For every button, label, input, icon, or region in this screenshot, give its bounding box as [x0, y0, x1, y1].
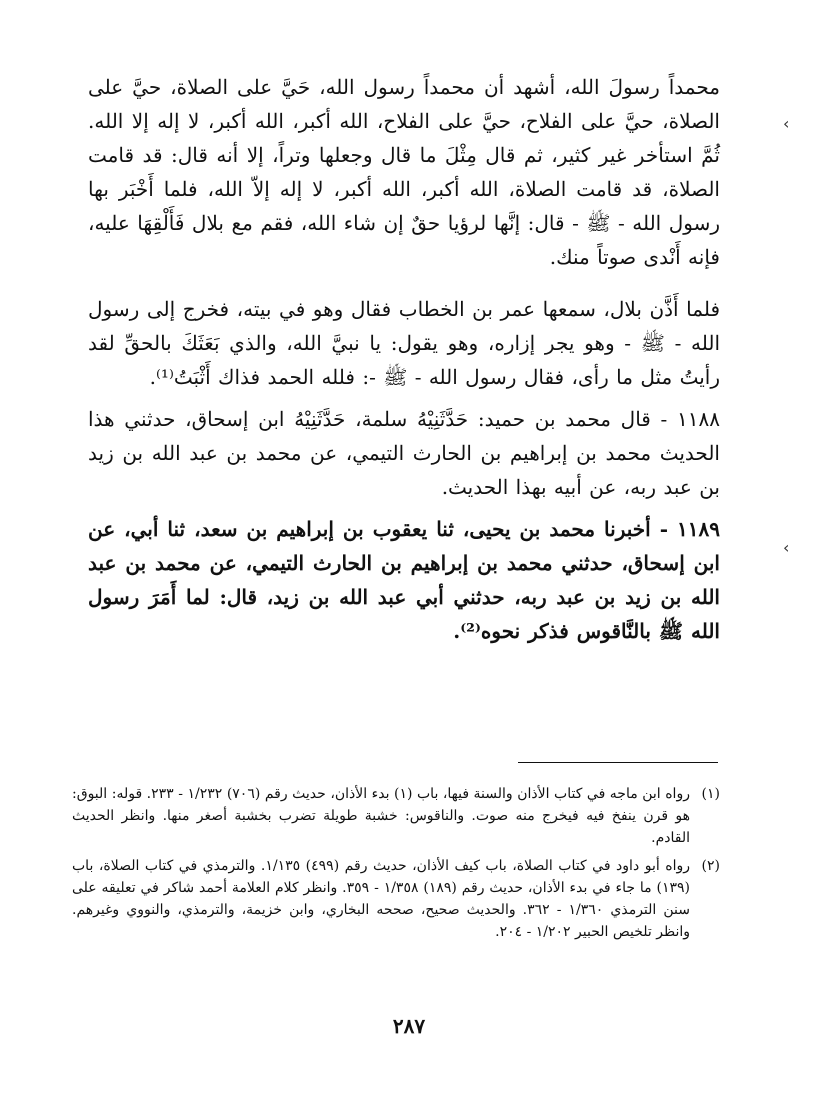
footnote-number: (١) — [701, 786, 720, 802]
footnote-separator — [518, 762, 718, 763]
footnote-body: رواه ابن ماجه في كتاب الأذان والسنة فيها، باب (١) بدء الأذان، حديث رقم (٧٠٦) ١/٢٣٢ - ٢٣٣. قوله: البوق: هو قرن ينفخ فيه فيخرج منه صوت. والناقوس: خشبة طويلة تضرب بخشبة أصغر منها. وانظر الحديث القادم. — [72, 786, 690, 846]
page-number: ٢٨٧ — [392, 1014, 426, 1038]
footnote-2 — [72, 855, 720, 943]
paragraph-text: فلما أَذَّن بلال، سمعها عمر بن الخطاب فقال وهو في بيته، فخرج إلى رسول الله - ﷺ - وهو يجر إزاره، وهو يقول: يا نبيَّ الله، والذي بَعَثَكَ بالحقِّ لقد رأيتُ مثل ما رأى، فقال رسول الله - ﷺ -: فلله الحمد فذاك أَثْبَتُ⁽¹⁾. — [88, 297, 720, 389]
footnote-1 — [72, 783, 720, 849]
footnote-body: رواه أبو داود في كتاب الصلاة، باب كيف الأذان، حديث رقم (٤٩٩) ١/١٣٥. والترمذي في كتاب الصلاة، باب (١٣٩) ما جاء في بدء الأذان، حديث رقم (١٨٩) ١/٣٥٨ - ٣٥٩. وانظر كلام العلامة أحمد شاكر في تعليقه على سنن الترمذي ١/٣٦٠ - ٣٦٢. والحديث صحيح، صححه البخاري، وابن خزيمة، والترمذي، والنووي وغيرهم. وانظر تلخيص الحبير ١/٢٠٢ - ٢٠٤. — [72, 858, 691, 940]
paragraph-adhan-text — [88, 70, 720, 274]
footnote-text — [72, 783, 720, 849]
margin-mark: ‹ — [783, 114, 790, 133]
paragraph-text: ١١٨٨ - قال محمد بن حميد: حَدَّثَنِيْهُ سلمة، حَدَّثَنِيْهُ ابن إسحاق، حدثني هذا الحديث محمد بن إبراهيم بن الحارث التيمي، عن محمد بن عبد الله بن زيد بن عبد ربه، عن أبيه بهذا الحديث. — [88, 407, 720, 499]
paragraph-text: ١١٨٩ - أخبرنا محمد بن يحيى، ثنا يعقوب بن إبراهيم بن سعد، ثنا أبي، عن ابن إسحاق، حدثني محمد بن إبراهيم بن الحارث التيمي، عن محمد بن عبد الله بن زيد بن عبد ربه، حدثني أبي عبد الله بن زيد، قال: لما أَمَرَ رسول الله ﷺ بالنَّاقوس فذكر نحوه⁽²⁾. — [88, 517, 720, 643]
hadith-1188 — [88, 402, 720, 504]
paragraph-text: محمداً رسولَ الله، أشهد أن محمداً رسول الله، حَيَّ على الصلاة، حيَّ على الصلاة، حيَّ على الفلاح، حيَّ على الفلاح، الله أكبر، الله أكبر، لا إله إلا الله. ثُمَّ استأخر غير كثير، ثم قال مِثْلَ ما قال وجعلها وتراً، إلا أنه قال: قد قامت الصلاة، قد قامت الصلاة، الله أكبر، الله أكبر، لا إله إلاّ الله، فلما أَخْبَر بها رسول الله - ﷺ - قال: إنَّها لرؤيا حقٌ إن شاء الله، فقم مع بلال فَأَلْقِهَا عليه، فإنه أَنْدى صوتاً منك. — [88, 75, 720, 269]
paragraph-bilal — [88, 292, 720, 394]
footnote-number: (٢) — [701, 858, 720, 874]
footnote-text — [72, 855, 720, 943]
hadith-1189 — [88, 512, 720, 648]
margin-mark: ‹ — [783, 538, 790, 557]
